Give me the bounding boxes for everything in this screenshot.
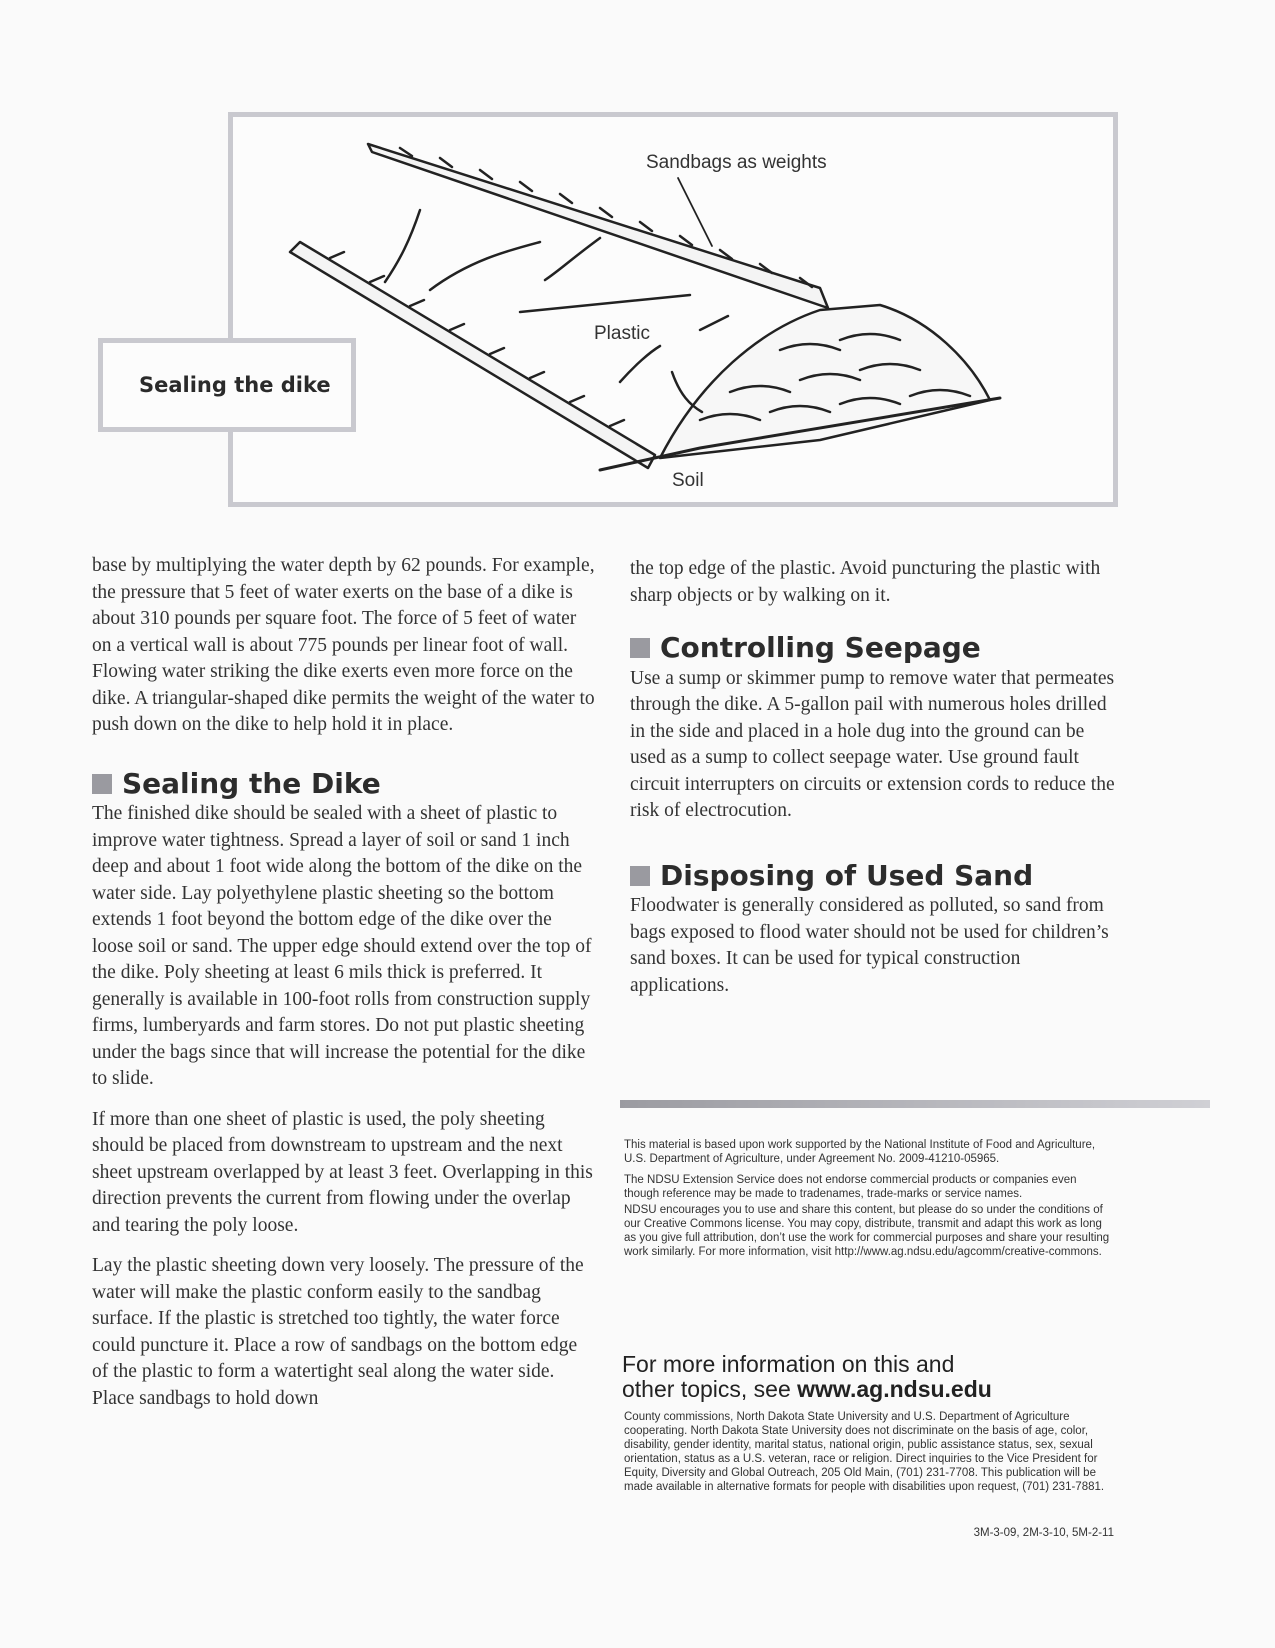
sealing-paragraph-2: If more than one sheet of plastic is used, the poly sheeting should be placed from downstream to upstream and the next sheet upstream overlapped by at least 3 feet. Overlapping in this direction prevents the current from flowing under the overlap and tearing the poly loose. (92, 1108, 593, 1236)
heading-text: Sealing the Dike (122, 766, 381, 800)
print-codes: 3M-3-09, 2M-3-10, 5M-2-11 (973, 1527, 1114, 1539)
heading-text: Controlling Seepage (660, 631, 981, 664)
footer-divider (620, 1100, 1210, 1108)
label-sandbags: Sandbags as weights (646, 152, 827, 173)
heading-sealing-dike (92, 766, 597, 800)
label-plastic: Plastic (594, 323, 650, 344)
continued-paragraph: the top edge of the plastic. Avoid puncturing the plastic with sharp objects or by walking on it. (630, 558, 1101, 606)
seepage-paragraph: Use a sump or skimmer pump to remove water that permeates through the dike. A 5-gallon pail with numerous holes drilled in the side and placed in a hole dug into the ground can be used as a sump to collect seepage water. Use ground fault circuit interrupters on circuits or extension cords to reduce the risk of electrocution. (630, 667, 1115, 821)
more-info-line1: For more information on this and (622, 1351, 955, 1377)
intro-paragraph: base by multiplying the water depth by 62 pounds. For example, the pressure that 5 feet of water exerts on the base of a dike is about 310 pounds per square foot. The force of 5 feet of water on a vertical wall is about 775 pounds per linear foot of wall. Flowing water striking the dike exerts even more force on the dike. A triangular-shaped dike permits the weight of the water to push down on the dike to help hold it in place. (92, 555, 595, 735)
website-link[interactable]: www.ag.ndsu.edu (797, 1376, 992, 1402)
dike-illustration (0, 0, 1275, 520)
legal-notice: County commissions, North Dakota State University and U.S. Department of Agriculture cooperating. North Dakota State University does not discriminate on the basis of age, color, disability, gender identity, marital status, national origin, public assistance status, sex, sexual orientation, status as a U.S. veteran, race or religion. Direct inquiries to the Vice President for Equity, Diversity and Global Outreach, 205 Old Main, (701) 231-7708. This publication will be made available in alternative formats for people with disabilities upon request, (701) 231-7881. (624, 1411, 1105, 1493)
heading-square-icon (630, 866, 650, 886)
sealing-paragraph-3: Lay the plastic sheeting down very loosely. The pressure of the water will make the plastic conform easily to the sandbag surface. If the plastic is stretched too tightly, the water force could puncture it. Place a row of sandbags on the bottom edge of the plastic to form a watertight seal along the water side. Place sandbags to hold down (92, 1255, 584, 1409)
right-column (630, 556, 1120, 1013)
figure-caption: Sealing the dike (139, 373, 331, 397)
label-soil: Soil (672, 470, 704, 491)
left-column (92, 553, 597, 1426)
sealing-paragraph-1: The finished dike should be sealed with a sheet of plastic to improve water tightness. Spread a layer of soil or sand 1 inch deep and about 1 foot wide along the bottom of the dike on the water side. Lay polyethylene plastic sheeting so the bottom extends 1 foot beyond the bottom edge of the dike over the loose soil or sand. The upper edge should extend over the top of the dike. Poly sheeting at least 6 mils thick is preferred. It generally is available in 100-foot rolls from construction supply firms, lumberyards and farm stores. Do not put plastic sheeting under the bags since that will increase the potential for the dike to slide. (92, 803, 592, 1089)
license-note: NDSU encourages you to use and share this content, but please do so under the conditions of our Creative Commons license. You may copy, distribute, transmit and adapt this work as long as you give full attribution, don’t use the work for commercial purposes and share your resulting work similarly. For more information, visit http://www.ag.ndsu.edu/agcomm/creative-commons. (624, 1204, 1110, 1258)
heading-controlling-seepage (630, 631, 1120, 664)
disposing-paragraph: Floodwater is generally considered as polluted, so sand from bags exposed to flood water should not be used for children’s sand boxes. It can be used for typical construction applications. (630, 895, 1109, 996)
more-info-line2: other topics, see www.ag.ndsu.edu (622, 1376, 992, 1402)
heading-square-icon (92, 774, 112, 794)
more-info (622, 1352, 1122, 1402)
endorse-note: The NDSU Extension Service does not endorse commercial products or companies even though reference may be made to tradenames, trade-marks or service names. (624, 1174, 1077, 1200)
footer-notes (624, 1138, 1114, 1266)
heading-disposing-sand (630, 858, 1120, 892)
heading-square-icon (630, 638, 650, 658)
heading-text: Disposing of Used Sand (660, 858, 1034, 892)
support-note: This material is based upon work supported by the National Institute of Food and Agriculture, U.S. Department of Agriculture, under Agreement No. 2009-41210-05965. (624, 1139, 1096, 1165)
figure-caption-box (98, 338, 356, 432)
